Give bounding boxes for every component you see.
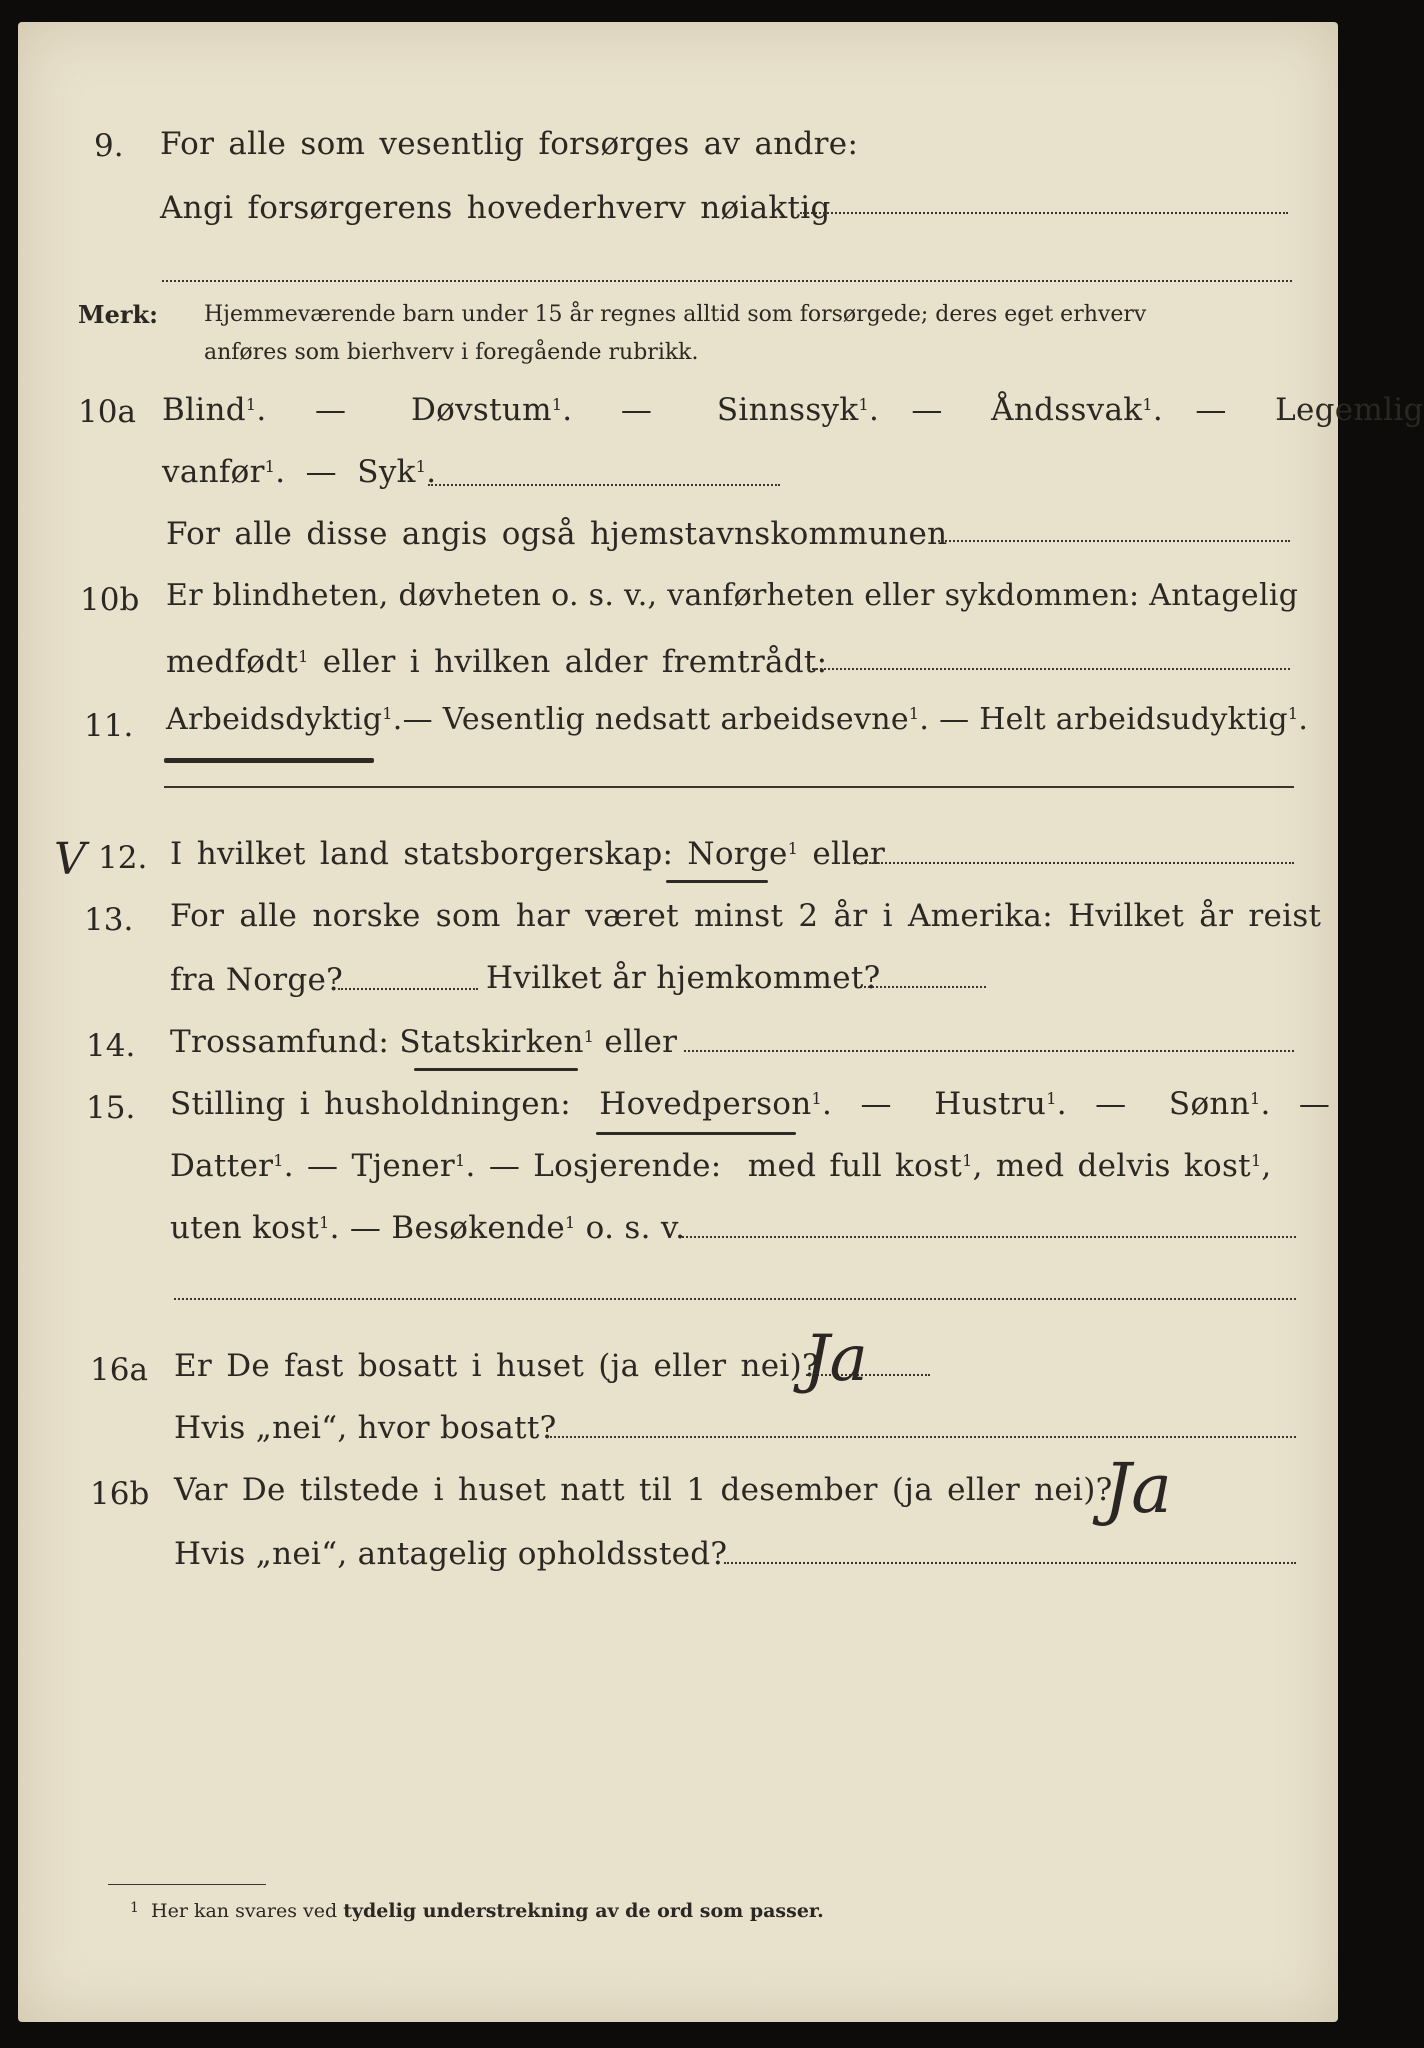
q16b-question: Var De tilstede i huset natt til 1 desember (ja eller nei)?: [174, 1472, 1113, 1508]
footnote-mark: 1: [130, 1900, 139, 1916]
q16b-whereabouts-field[interactable]: [724, 1562, 1296, 1564]
q10b-line-2: medfødt$^1$ eller i hvilken alder fremtrådt:: [166, 644, 828, 680]
option-statskirken[interactable]: Statskirken: [399, 1024, 584, 1060]
q15-label: Stilling i husholdningen:: [170, 1086, 586, 1122]
question-number: 10b: [80, 582, 140, 618]
q15-other-field[interactable]: [682, 1236, 1296, 1238]
question-number: 10a: [78, 394, 136, 430]
footnote: [130, 1900, 824, 1922]
footnote-text: Her kan svares ved: [151, 1900, 344, 1922]
q9-provider-field-2[interactable]: [162, 280, 1292, 282]
note-block: [78, 300, 158, 329]
q14-label: Trossamfund:: [170, 1024, 400, 1060]
option-arbeidsdyktig[interactable]: Arbeidsdyktig: [166, 702, 383, 737]
question-number: 13.: [84, 902, 134, 938]
q13-return-year-field[interactable]: [860, 986, 986, 988]
option-sonn[interactable]: Sønn: [1168, 1086, 1250, 1122]
option-hovedperson[interactable]: Hovedperson: [599, 1086, 812, 1122]
q16a-handwritten-answer[interactable]: Ja: [804, 1322, 868, 1396]
option-nedsatt-arbeidsevne[interactable]: Vesentlig nedsatt arbeidsevne: [442, 702, 909, 737]
option-legemlig[interactable]: Legemlig: [1275, 392, 1424, 428]
q15-line-2: Datter$^1$. — Tjener$^1$. — Losjerende: med full kost$^1$, med delvis kost$^1$,: [170, 1148, 1272, 1184]
option-andssvak[interactable]: Åndssvak: [991, 392, 1143, 428]
q15-line-3: uten kost$^1$. — Besøkende$^1$ o. s. v.: [170, 1210, 686, 1246]
q10b-age-field[interactable]: [808, 668, 1290, 670]
option-hustru[interactable]: Hustru: [934, 1086, 1047, 1122]
option-syk[interactable]: Syk: [357, 454, 416, 490]
q13-departure-year-field[interactable]: [338, 988, 478, 990]
q12-label: I hvilket land statsborgerskap:: [170, 836, 688, 872]
home-municipality-field[interactable]: [938, 540, 1290, 542]
q14-eller: eller: [594, 1024, 678, 1060]
q9-provider-label: Angi forsørgerens hovederhverv nøiaktig: [160, 190, 831, 226]
note-label: Merk:: [78, 300, 158, 329]
option-uten-kost[interactable]: uten kost: [170, 1210, 320, 1246]
q15-other-field-2[interactable]: [174, 1298, 1296, 1300]
q12-other-country-field[interactable]: [854, 862, 1294, 864]
q13-departure-label: fra Norge?: [170, 962, 344, 998]
question-number: 14.: [86, 1028, 136, 1064]
q10b-age-label: eller i hvilken alder fremtrådt:: [308, 644, 828, 680]
note-line-1: Hjemmeværende barn under 15 år regnes alltid som forsørgede; deres eget erhverv: [204, 302, 1147, 327]
option-blind[interactable]: Blind: [162, 392, 246, 428]
option-delvis-kost[interactable]: med delvis kost: [995, 1148, 1251, 1184]
q10b-line-1: Er blindheten, døvheten o. s. v., vanførheten eller sykdommen: Antagelig: [166, 578, 1299, 613]
option-medfodt[interactable]: medfødt: [166, 644, 299, 680]
question-number: 15.: [86, 1090, 136, 1126]
option-tjener[interactable]: Tjener: [351, 1148, 456, 1184]
option-norge[interactable]: Norge: [687, 836, 788, 872]
question-number: 9.: [94, 128, 124, 164]
q15-losjerende-label: Losjerende:: [533, 1148, 722, 1184]
q9-text: For alle som vesentlig forsørges av andre:: [160, 126, 859, 162]
q16a-location-label: Hvis „nei“, hvor bosatt?: [174, 1410, 557, 1446]
option-arbeidsudyktig[interactable]: Helt arbeidsudyktig: [979, 702, 1288, 737]
option-full-kost[interactable]: med full kost: [747, 1148, 963, 1184]
option-besokende[interactable]: Besøkende: [391, 1210, 566, 1246]
question-number: 16a: [90, 1352, 148, 1388]
footnote-divider: [108, 1884, 266, 1885]
option-sinnssyk[interactable]: Sinnssyk: [716, 392, 859, 428]
q9-provider-field[interactable]: [800, 212, 1288, 214]
underline-arbeidsdyktig: [164, 758, 374, 763]
underline-statskirken: [414, 1068, 578, 1071]
q13-line-1: For alle norske som har været minst 2 år i Amerika: Hvilket år reist: [170, 898, 1322, 934]
q11-options: Arbeidsdyktig$^1$.— Vesentlig nedsatt arbeidsevne$^1$. — Helt arbeidsudyktig$^1$.: [166, 702, 1309, 737]
underline-norge: [666, 880, 768, 883]
underline-hovedperson: [596, 1132, 796, 1135]
option-dovstum[interactable]: Døvstum: [410, 392, 552, 428]
question-number: 11.: [84, 708, 134, 744]
section-divider: [164, 786, 1294, 788]
q15-line-1: Stilling i husholdningen: Hovedperson$^1$. — Hustru$^1$. — Sønn$^1$. —: [170, 1086, 1331, 1122]
question-number: 12.: [98, 840, 148, 876]
q12-eller: eller: [798, 836, 886, 872]
q13-return-label: Hvilket år hjemkommet?: [486, 960, 881, 996]
note-line-2: anføres som bierhverv i foregående rubrikk.: [204, 340, 699, 365]
question-number: 16b: [90, 1476, 150, 1512]
q16a-question: Er De fast bosatt i huset (ja eller nei)?: [174, 1348, 819, 1384]
q14-line: Trossamfund: Statskirken$^1$ eller: [170, 1024, 678, 1060]
footnote-bold-text: tydelig understrekning av de ord som passer.: [343, 1900, 824, 1922]
q10a-field[interactable]: [428, 484, 780, 486]
census-form-page: [18, 22, 1424, 2022]
option-vanfor[interactable]: vanfør: [162, 454, 265, 490]
q16b-whereabouts-label: Hvis „nei“, antagelig opholdssted?: [174, 1536, 728, 1572]
handwritten-check-mark: V: [54, 834, 86, 885]
q16a-location-field[interactable]: [546, 1436, 1296, 1438]
q10a-line-2: vanfør$^1$. — Syk$^1$.: [162, 454, 437, 490]
q10a-line-1: Blind$^1$. — Døvstum$^1$. — Sinnssyk$^1$. — Åndssvak$^1$. — Legemlig: [162, 392, 1424, 428]
q16b-handwritten-answer[interactable]: Ja: [1104, 1450, 1172, 1529]
q12-line: I hvilket land statsborgerskap: Norge$^1$ eller: [170, 836, 886, 872]
q15-osv: o. s. v.: [575, 1210, 686, 1246]
q10a-home-municipality-label: For alle disse angis også hjemstavnskommunen: [166, 516, 948, 552]
q14-other-faith-field[interactable]: [684, 1050, 1294, 1052]
option-datter[interactable]: Datter: [170, 1148, 274, 1184]
